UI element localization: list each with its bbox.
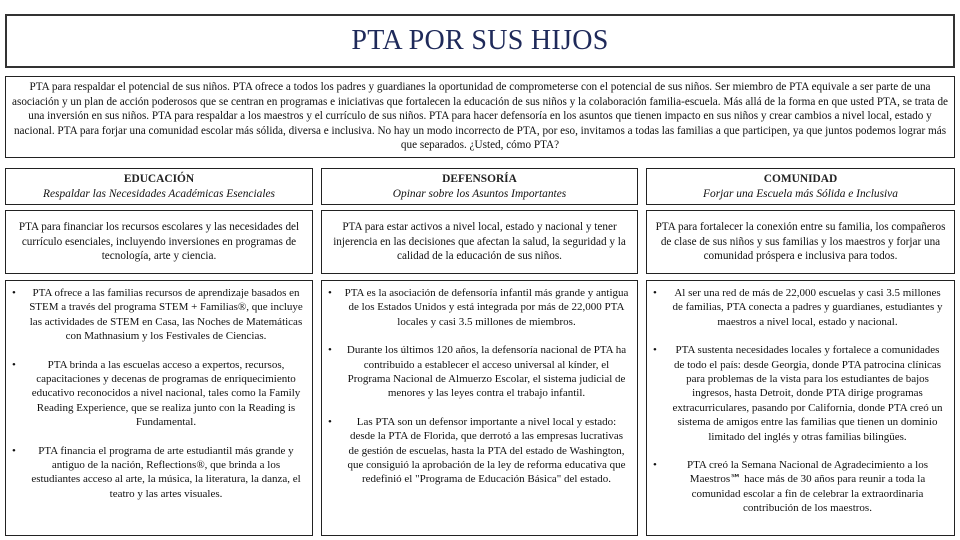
list-item-text: PTA brinda a las escuelas acceso a expertos, recursos, capacitaciones y decenas de programas de enriquecimiento educativo reconocidos a nivel nacional, tales como la Family Reading Experience, que se realiza junto con la Reading is Fundamental. <box>31 358 301 429</box>
advocacy-summary <box>321 210 638 274</box>
list-item: • Las PTA son un defensor importante a nivel local y estado: desde la PTA de Florida, que derrotó a las empresas lucrativas de gestión de escuelas, hasta la PTA del estado de Washington, que consiguió la aprobación de la ley de reforma educativa que redefinió el "Programa de Educación Básica" del estado. <box>328 415 629 487</box>
list-item: • Durante los últimos 120 años, la defensoría nacional de PTA ha contribuido a establecer el acceso universal al kínder, el Programa Nacional de Almuerzo Escolar, el sistema judicial de menores y las leyes contra el trabajo infantil. <box>328 343 629 401</box>
list-item: • PTA sustenta necesidades locales y fortalece a comunidades de todo el país: desde Georgia, donde PTA patrocina clínicas para problemas de la vista para los estudiantes de bajos ingresos, hasta Detroit, donde PTA dirige programas extracurriculares, pasando por California, donde PTA creó un sistema de amigos entre las familias que tienen un dominio limitado del inglés y otras familias bilingües. <box>653 343 946 444</box>
list-item-text: Las PTA son un defensor importante a nivel local y estado: desde la PTA de Florida, que derrotó a las empresas lucrativas de gestión de escuelas, hasta la PTA del estado de Washington, que consiguió la aprobación de la ley de reforma educativa que redefinió el "Programa de Educación Básica" del estado. <box>347 415 626 486</box>
education-summary-text: PTA para financiar los recursos escolares y las necesidades del currículo esenciales, incluyendo inversiones en programas de tecnología, arte y ciencia. <box>18 221 300 263</box>
list-item: • PTA creó la Semana Nacional de Agradecimiento a los Maestros℠ hace más de 30 años para reunir a toda la comunidad escolar a fin de celebrar la extraordinaria contribución de los maestros. <box>653 458 946 516</box>
list-item-text: Durante los últimos 120 años, la defensoría nacional de PTA ha contribuido a establecer el acceso universal al kínder, el Programa Nacional de Almuerzo Escolar, el sistema judicial de menores y las leyes contra el trabajo infantil. <box>346 344 627 400</box>
list-item-text: PTA creó la Semana Nacional de Agradecimiento a los Maestros℠ hace más de 30 años para reunir a toda la comunidad escolar a fin de celebrar la extraordinaria contribución de los maestros. <box>686 459 929 515</box>
advocacy-header <box>321 168 638 205</box>
advocacy-subheading: Opinar sobre los Asuntos Importantes <box>392 187 567 200</box>
education-heading: EDUCACIÓN <box>123 172 195 185</box>
list-item: • PTA es la asociación de defensoría infantil más grande y antigua de los Estados Unidos y está integrada por más de 22,000 PTA locales y casi 3.5 millones de miembros. <box>328 287 629 328</box>
community-heading: COMUNIDAD <box>763 172 838 185</box>
community-summary-text: PTA para fortalecer la conexión entre su familia, los compañeros de clase de sus niños y sus familias y los maestros y forjar una comunidad próspera e inclusiva para todos. <box>655 221 946 263</box>
list-item-text: PTA ofrece a las familias recursos de aprendizaje basados en STEM a través del programa STEM + Familias®, que incluye las actividades de STEM en Casa, las Noches de Matemáticas con Mathnasium y los Festivales de Ciencias. <box>29 287 303 343</box>
education-subheading: Respaldar las Necesidades Académicas Esenciales <box>43 187 275 200</box>
education-header <box>5 168 313 205</box>
education-list <box>5 280 313 536</box>
community-list <box>646 280 955 536</box>
list-item: • PTA ofrece a las familias recursos de aprendizaje basados en STEM a través del programa STEM + Familias®, que incluye las actividades de STEM en Casa, las Noches de Matemáticas con Mathnasium y los Festivales de Ciencias. <box>12 287 303 343</box>
intro-paragraph: PTA para respaldar el potencial de sus niños. PTA ofrece a todos los padres y guardianes la oportunidad de comprometerse con el potencial de sus niños. Ser miembro de PTA equivale a ser parte de una asociación y un plan de acción poderosos que se centran en programas e iniciativas que fortalecen la educación de sus niños y la colaboración familia-escuela. Más allá de la forma en que usted PTA, se trata de una inversión en sus niños. PTA para respaldar a los maestros y el currículo de sus niños. PTA para hacer defensoría en los asuntos que tienen impacto en sus niños y crear cambios a nivel local, estado y nacional. PTA para forjar una comunidad escolar más sólida, diversa e inclusiva. No hay un modo incorrecto de PTA, por eso, invitamos a todas las familias a que participen, ya que juntos podemos lograr más que separados. ¿Usted, cómo PTA? <box>5 76 955 158</box>
advocacy-summary-text: PTA para estar activos a nivel local, estado y nacional y tener injerencia en las decisiones que afectan la salud, la seguridad y la calidad de la educación de sus niños. <box>333 221 626 263</box>
title-box <box>5 14 955 68</box>
advocacy-heading: DEFENSORÍA <box>442 172 517 185</box>
page-title: PTA POR SUS HIJOS <box>351 25 609 56</box>
list-item-text: Al ser una red de más de 22,000 escuelas y casi 3.5 millones de familias, PTA conecta a padres y guardianes, estudiantes y maestros a nivel local, estado y nacional. <box>672 287 943 328</box>
community-header <box>646 168 955 205</box>
list-item-text: PTA sustenta necesidades locales y fortalece a comunidades de todo el país: desde Georgia, donde PTA patrocina clínicas para problemas de la vista para los estudiantes de bajos ingresos, hasta Detroit, donde PTA dirige programas extracurriculares, pasando por California, donde PTA creó un sistema de amigos entre las familias que tienen un dominio limitado del inglés y otras familias bilingües. <box>672 344 943 443</box>
community-summary <box>646 210 955 274</box>
education-summary <box>5 210 313 274</box>
list-item: • PTA brinda a las escuelas acceso a expertos, recursos, capacitaciones y decenas de programas de enriquecimiento educativo reconocidos a nivel nacional, tales como la Family Reading Experience, que se realiza junto con la Reading is Fundamental. <box>12 358 304 430</box>
advocacy-list <box>321 280 638 536</box>
list-item-text: PTA financia el programa de arte estudiantil más grande y antiguo de la nación, Reflections®, que brinda a los estudiantes acceso al arte, la música, la literatura, la danza, el teatro y las artes visuales. <box>31 444 301 500</box>
list-item: • Al ser una red de más de 22,000 escuelas y casi 3.5 millones de familias, PTA conecta a padres y guardianes, estudiantes y maestros a nivel local, estado y nacional. <box>653 286 946 329</box>
list-item: • PTA financia el programa de arte estudiantil más grande y antiguo de la nación, Reflections®, que brinda a los estudiantes acceso al arte, la música, la literatura, la danza, el teatro y las artes visuales. <box>12 444 304 502</box>
list-item-text: PTA es la asociación de defensoría infantil más grande y antigua de los Estados Unidos y está integrada por más de 22,000 PTA locales y casi 3.5 millones de miembros. <box>344 287 629 328</box>
community-subheading: Forjar una Escuela más Sólida e Inclusiva <box>703 187 898 200</box>
